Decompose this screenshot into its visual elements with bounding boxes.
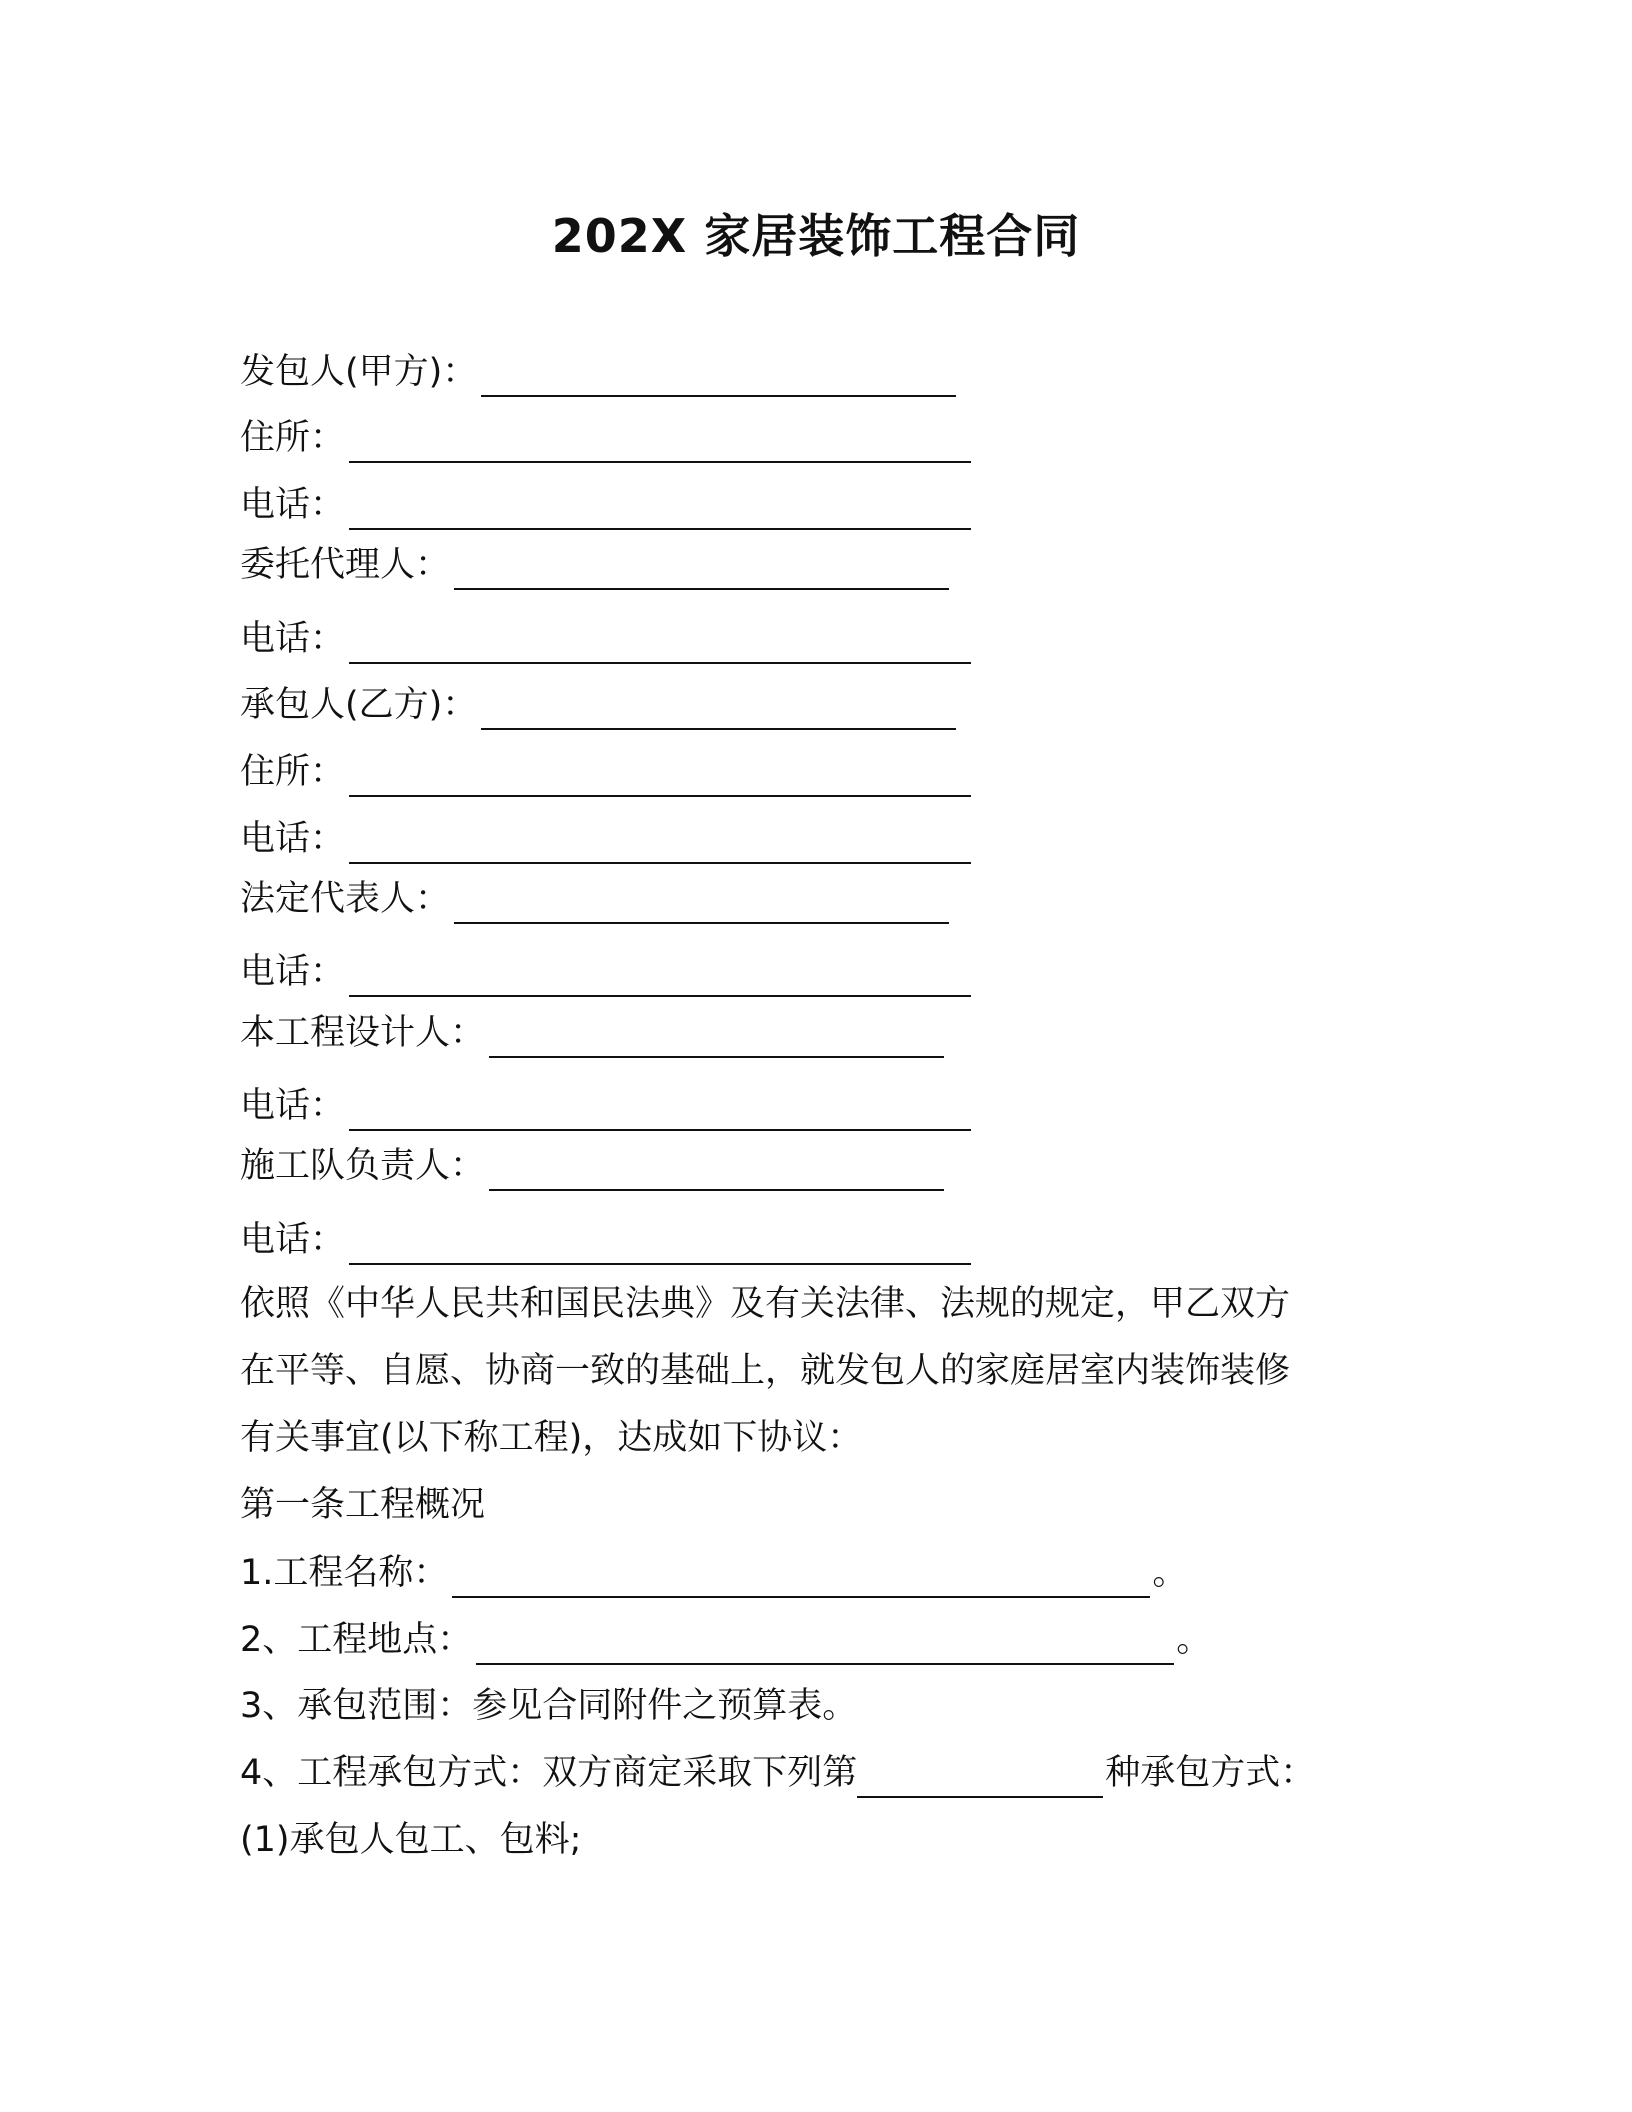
item-label: 4、工程承包方式：双方商定采取下列第 [240,1753,858,1793]
field-client-address [240,413,971,463]
field-label: 法定代表人： [240,879,451,919]
fill-in-blank[interactable] [452,1560,1150,1598]
field-label: 电话： [240,619,346,659]
fill-in-blank[interactable] [349,1227,971,1265]
article-heading: 第一条工程概况 [240,1485,486,1525]
fill-in-blank[interactable] [349,826,971,864]
fill-in-blank[interactable] [454,886,949,924]
item-contract-scope: 3、承包范围：参见合同附件之预算表。 [240,1686,858,1726]
fill-in-blank[interactable] [481,359,956,397]
field-label: 住所： [240,418,346,458]
item-project-location [240,1615,1211,1665]
fill-in-blank[interactable] [489,1153,944,1191]
field-label: 承包人(乙方)： [240,685,478,725]
field-label: 电话： [240,1086,346,1126]
field-label: 本工程设计人： [240,1013,486,1053]
preamble-line: 有关事宜(以下称工程)，达成如下协议： [240,1418,863,1458]
fill-in-blank[interactable] [481,692,956,730]
field-contractor-address [240,747,971,797]
item-period: 。 [1152,1553,1188,1593]
fill-in-blank[interactable] [349,1093,971,1131]
field-label: 发包人(甲方)： [240,352,478,392]
field-crew-leader-phone [240,1215,971,1265]
field-contractor-phone [240,814,971,864]
contract-option: (1)承包人包工、包料; [240,1820,582,1860]
fill-in-blank[interactable] [489,1020,944,1058]
fill-in-blank[interactable] [349,492,971,530]
field-designer-phone [240,1081,971,1131]
field-contractor [240,680,956,730]
field-label: 施工队负责人： [240,1146,486,1186]
field-label: 电话： [240,952,346,992]
field-client-phone [240,480,971,530]
field-crew-leader [240,1141,944,1191]
field-legal-representative [240,874,949,924]
item-label: 1.工程名称： [240,1553,449,1593]
field-designer [240,1008,944,1058]
fill-in-blank[interactable] [454,552,949,590]
field-agent [240,540,949,590]
field-label: 住所： [240,752,346,792]
fill-in-blank[interactable] [476,1627,1174,1665]
field-legal-representative-phone [240,947,971,997]
item-project-name [240,1548,1187,1598]
field-label: 电话： [240,819,346,859]
preamble-line: 依照《中华人民共和国民法典》及有关法律、法规的规定，甲乙双方 [240,1284,1291,1324]
item-label: 2、工程地点： [240,1620,473,1660]
fill-in-blank[interactable] [349,626,971,664]
item-suffix: 种承包方式： [1105,1753,1316,1793]
item-period: 。 [1176,1620,1212,1660]
field-label: 委托代理人： [240,545,451,585]
fill-in-blank[interactable] [349,425,971,463]
field-client [240,347,956,397]
fill-in-blank[interactable] [349,959,971,997]
field-label: 电话： [240,1220,346,1260]
field-agent-phone [240,614,971,664]
field-label: 电话： [240,485,346,525]
document-title: 202X 家居装饰工程合同 [551,209,1081,263]
fill-in-blank[interactable] [349,759,971,797]
item-contract-method [240,1748,1315,1798]
fill-in-blank[interactable] [857,1760,1103,1798]
preamble-line: 在平等、自愿、协商一致的基础上，就发包人的家庭居室内装饰装修 [240,1351,1291,1391]
